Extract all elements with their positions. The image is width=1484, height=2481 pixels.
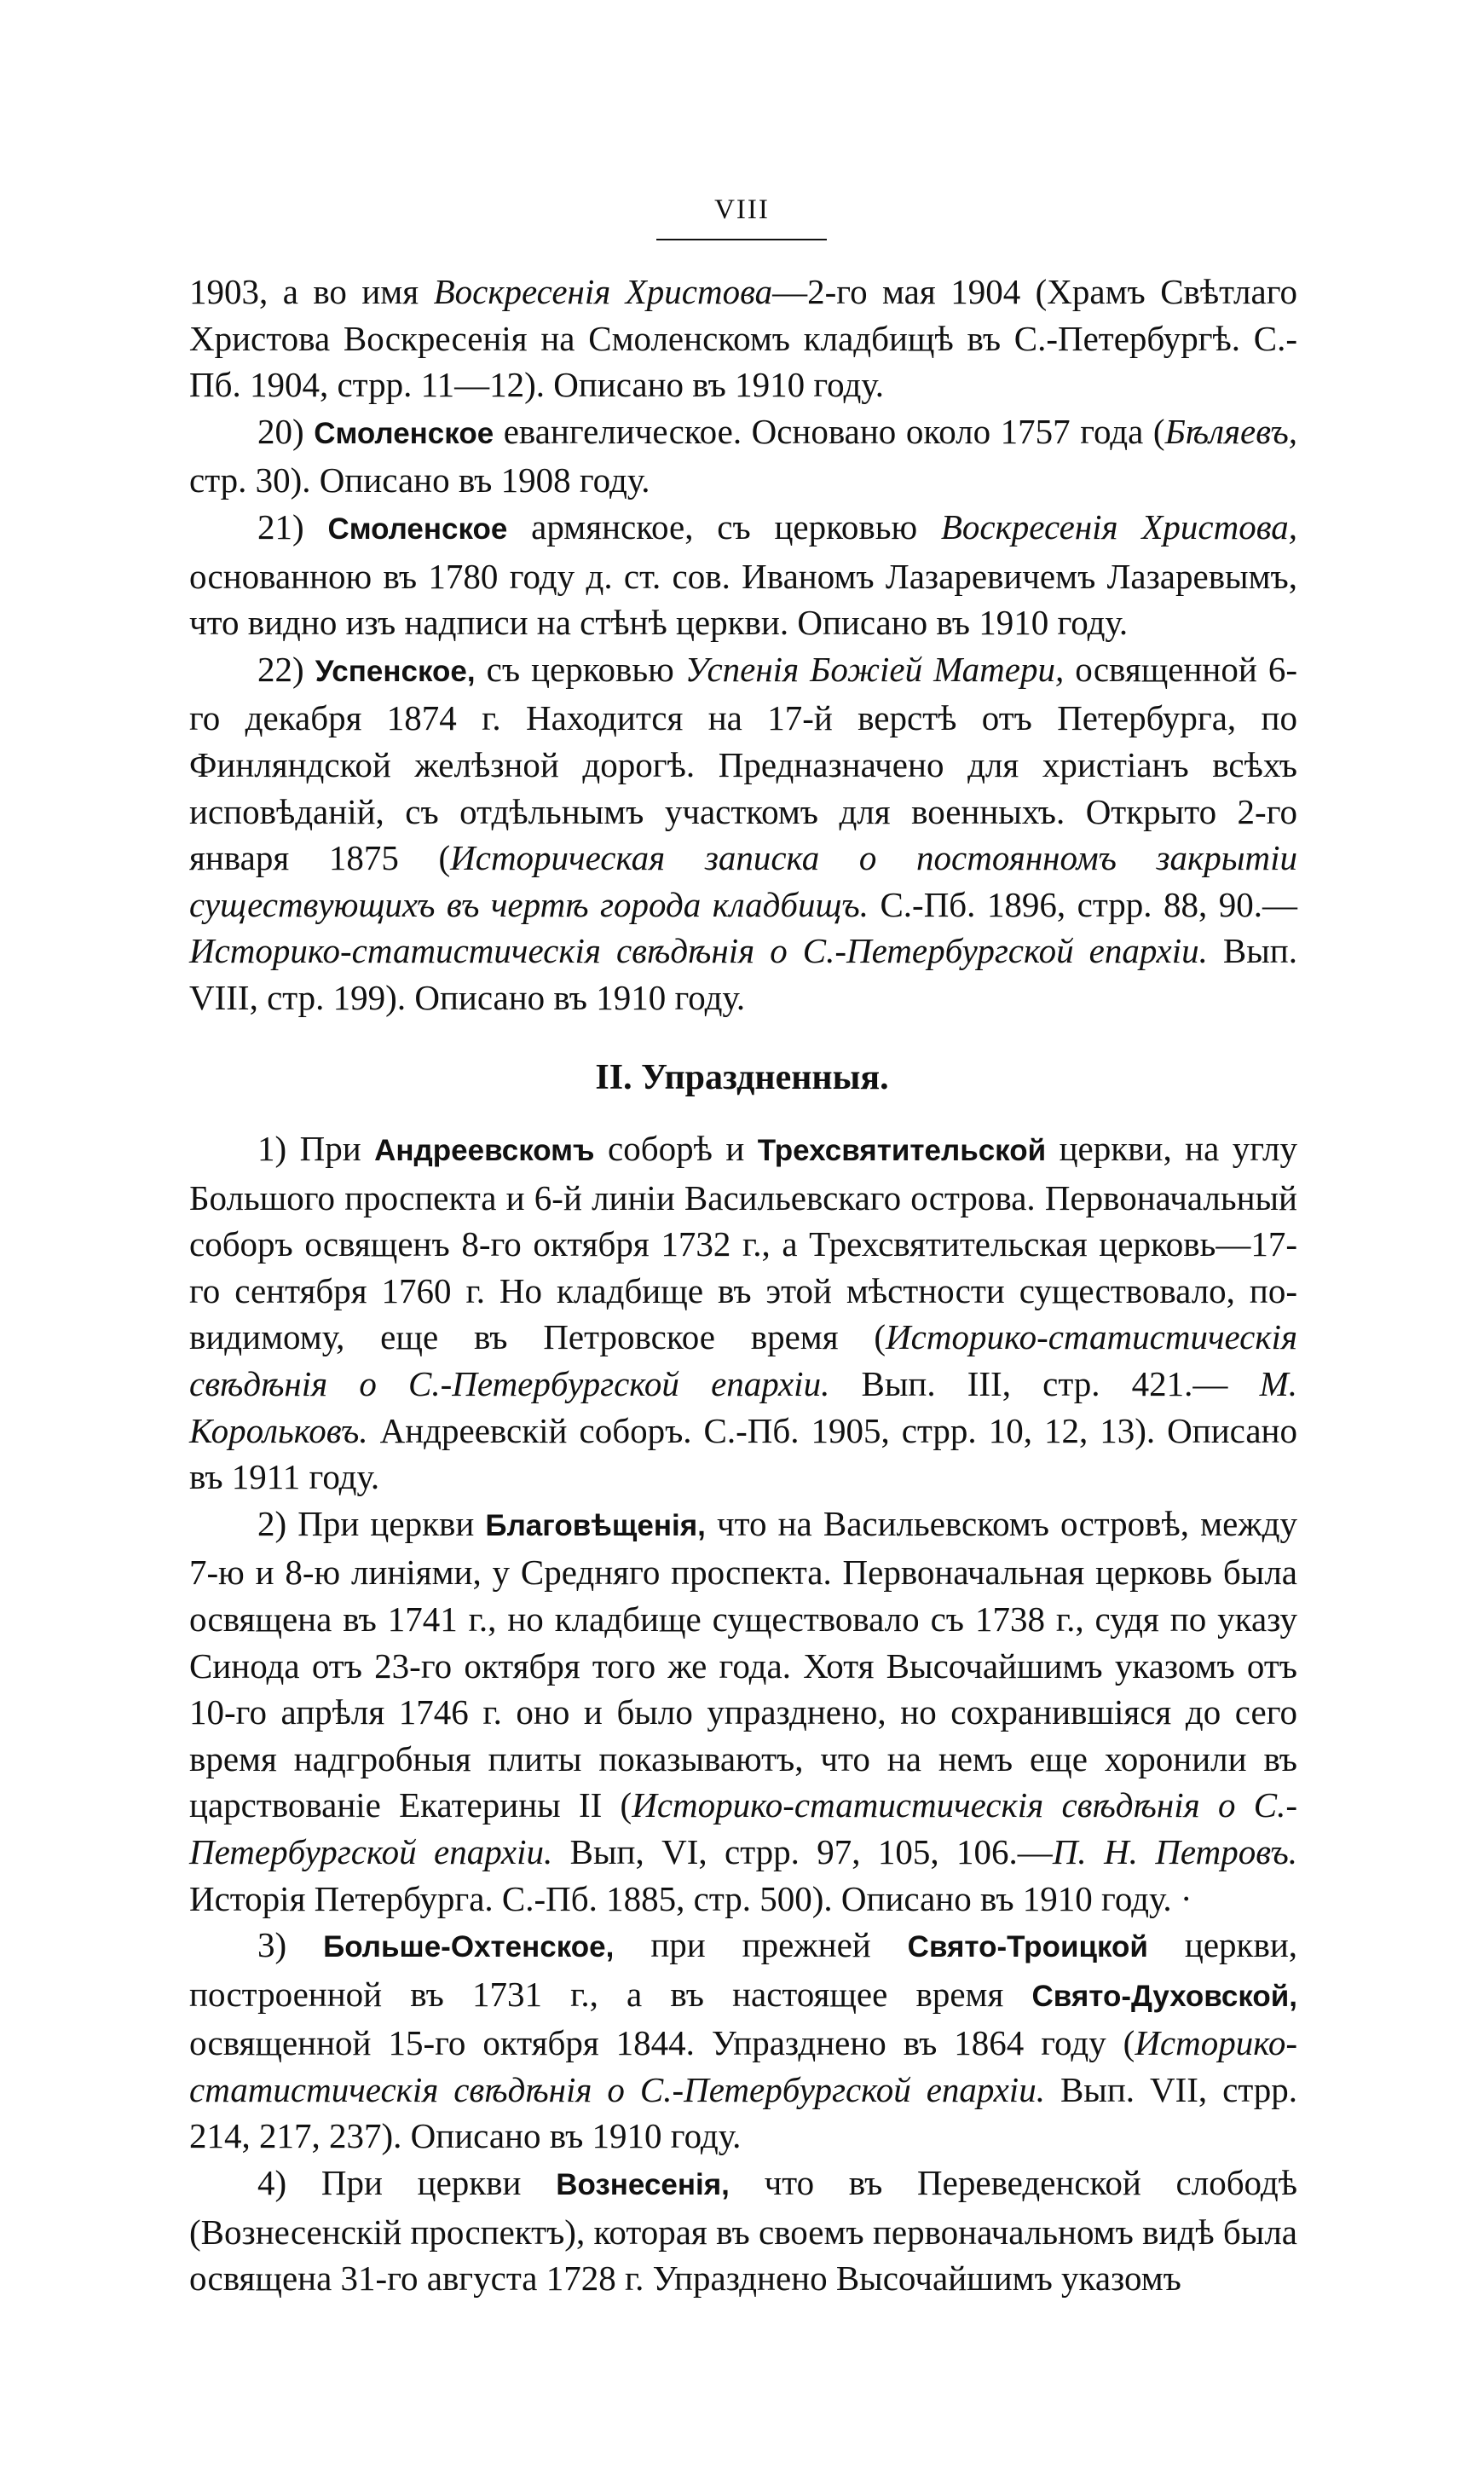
church-name: Вознесенія, <box>556 2168 730 2202</box>
text: Вып. VIII, стр. 199). Описано въ 1910 году. <box>189 931 1297 1017</box>
reference: Историческая записка о постоянномъ закрытіи существующихъ въ чертѣ города кладбищъ. <box>189 838 1297 924</box>
reference: П. Н. Петровъ. <box>1052 1831 1297 1871</box>
cemetery-name: Успенское, <box>315 654 476 688</box>
item-number: 20) <box>257 411 315 451</box>
text: при прежней <box>614 1925 908 1965</box>
text: освященной 6-го декабря 1874 г. Находится на 17-й верстѣ отъ Петербурга, по Финляндской желѣзной дорогѣ. Предназначено для христіанъ всѣхъ исповѣданій, съ отдѣльнымъ участкомъ для военныхъ. Открыто 2-го января 1875 ( <box>189 649 1297 878</box>
church-name: Свято-Троицкой <box>907 1930 1148 1964</box>
church-name: Трехсвятительской <box>757 1134 1047 1167</box>
text: Андреевскій соборъ. С.-Пб. 1905, стрр. 10, 12, 13). Описано въ 1911 году. <box>189 1410 1297 1497</box>
paragraph-abolished-4 <box>189 2160 1297 2302</box>
text: Исторія Петербурга. С.-Пб. 1885, стр. 500). Описано въ 1910 году. · <box>189 1878 1192 1918</box>
continuation-block <box>189 269 1297 1021</box>
church-name: Воскресенія Христова, <box>940 506 1298 547</box>
text: 1903, а во имя <box>189 272 434 311</box>
text: церкви, построенной въ 1731 г., а въ настоящее время <box>189 1925 1298 2014</box>
page-number: VIII <box>714 194 770 225</box>
text: армянское, съ церковью <box>507 506 941 547</box>
text: Вып. VII, стрр. 214, 217, 237). Описано въ 1910 году. <box>189 2069 1297 2156</box>
text: Вып. III, стр. 421.— <box>829 1363 1260 1403</box>
text: основанною въ 1780 году д. ст. сов. Иваномъ Лазаревичемъ Лазаревымъ, что видно изъ надписи на стѣнѣ церкви. Описано въ 1910 году. <box>189 556 1297 643</box>
item-number: 21) <box>257 506 328 547</box>
paragraph-abolished-2 <box>189 1501 1297 1922</box>
paragraph-abolished-1 <box>189 1125 1297 1501</box>
church-name: Воскресенія Христова <box>433 272 773 311</box>
text: евангелическое. Основано около 1757 года ( <box>494 411 1165 451</box>
church-name: Успенія Божіей Матери, <box>684 649 1065 689</box>
text: что въ Переведенской слободѣ (Вознесенскій проспектъ), которая въ своемъ первоначальномъ видѣ была освящена 31-го августа 1728 г. Упразднено Высочайшимъ указомъ <box>189 2163 1297 2299</box>
reference: Историко-статистическія свѣдѣнія о С.-Петербургской епархіи. <box>189 1317 1297 1403</box>
church-name: Андреевскомъ <box>374 1134 595 1167</box>
reference: Историко-статистическія свѣдѣнія о С.-Петербургской епархіи. <box>189 2023 1297 2109</box>
header-rule <box>656 239 827 240</box>
item-number: 4) При церкви <box>257 2163 557 2203</box>
cemetery-name: Смоленское <box>314 416 494 450</box>
section-title: II. Упраздненныя. <box>595 1058 889 1097</box>
paragraph-21 <box>189 504 1297 646</box>
item-number: 1) При <box>257 1129 375 1168</box>
text: церкви, на углу Большого проспекта и 6-й линіи Васильевскаго острова. Первоначальный соборъ освященъ 8-го октября 1732 г., а Трехсвятительская церковь—17-го сентября 1760 г. Но кладбище въ этой мѣстности существовало, по-видимому, еще въ Петровское время ( <box>189 1129 1297 1357</box>
text: Вып, VI, стрр. 97, 105, 106.— <box>552 1831 1053 1871</box>
paragraph-19-continuation <box>189 269 1297 408</box>
item-number: 3) <box>257 1925 324 1965</box>
text: что на Васильевскомъ островѣ, между 7-ю и 8-ю линіями, у Средняго проспекта. Первоначальная церковь была освящена въ 1741 г., но кладбище существовало съ 1738 г., судя по указу Синода отъ 23-го октября того же года. Хотя Высочайшимъ указомъ отъ 10-го апрѣля 1746 г. оно и было упразднено, но сохранившіяся до сего время надгробныя плиты показываютъ, что на немъ еще хоронили въ царствованіе Екатерины II ( <box>189 1503 1297 1825</box>
text: освященной 15-го октября 1844. Упразднено въ 1864 году ( <box>189 2023 1135 2063</box>
reference: Бѣляевъ, <box>1164 411 1298 451</box>
reference: Историко-статистическія свѣдѣнія о С.-Петербургской епархіи. <box>189 1785 1297 1871</box>
text: съ церковью <box>475 649 685 689</box>
reference: Историко-статистическія свѣдѣнія о С.-Петербургской епархіи. <box>189 931 1208 971</box>
cemetery-name: Смоленское <box>327 512 508 546</box>
item-number: 2) При церкви <box>257 1503 486 1543</box>
item-number: 22) <box>257 649 315 689</box>
paragraph-20 <box>189 408 1297 504</box>
text: соборѣ и <box>594 1129 758 1168</box>
paragraph-22 <box>189 646 1297 1021</box>
paragraph-abolished-3 <box>189 1922 1297 2160</box>
reference: М. Корольковъ. <box>189 1363 1297 1450</box>
church-name: Свято-Духовской, <box>1031 1979 1297 2013</box>
cemetery-name: Больше-Охтенское, <box>323 1930 615 1964</box>
text: —2-го мая 1904 (Храмъ Свѣтлаго Христова Воскресенія на Смоленскомъ кладбищѣ въ С.-Петербургѣ. С.-Пб. 1904, стрр. 11—12). Описано въ 1910 году. <box>189 272 1298 405</box>
church-name: Благовѣщенія, <box>485 1508 706 1542</box>
abolished-block <box>189 1125 1297 2302</box>
text: стр. 30). Описано въ 1908 году. <box>189 460 650 500</box>
text: С.-Пб. 1896, стрр. 88, 90.— <box>868 884 1297 924</box>
